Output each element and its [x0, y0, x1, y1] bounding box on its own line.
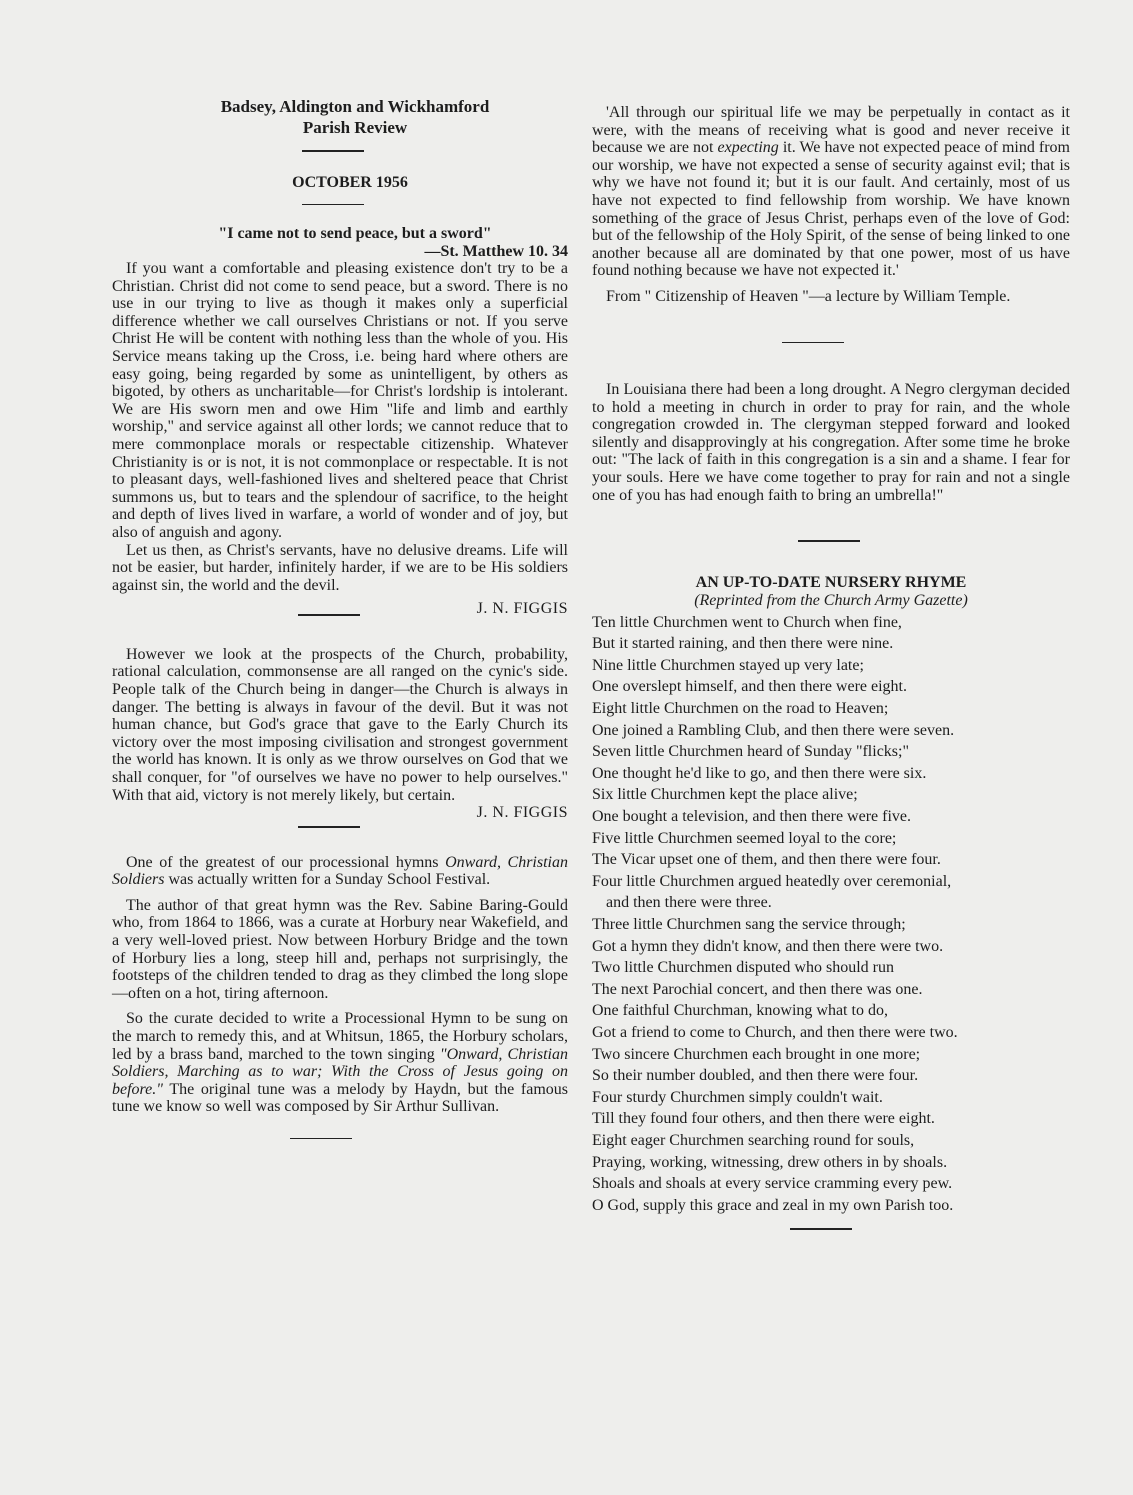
- author-signature: J. N. FIGGIS: [476, 600, 568, 618]
- issue-date: OCTOBER 1956: [292, 173, 408, 191]
- masthead: [142, 96, 568, 138]
- article-paragraph: So the curate decided to write a Processional Hymn to be sung on the march to remedy this, and at Whitsun, 1865, the Horbury scholars, led by a brass band, marched to the town singing "Onward, Christian Soldiers, Marching as to war; With the Cross of Jesus going on before." The original tune was a melody by Haydn, but the famous tune we know so well was composed by Sir Arthur Sullivan.: [112, 1010, 568, 1116]
- epigraph-quote: "I came not to send peace, but a sword": [218, 225, 492, 242]
- article-paragraph: From " Citizenship of Heaven "—a lecture by William Temple.: [606, 287, 1011, 305]
- divider: [302, 150, 364, 152]
- rhyme-line: Nine little Churchmen stayed up very late;: [592, 656, 864, 674]
- divider: [790, 1228, 852, 1230]
- rhyme-verses: [592, 612, 1070, 1217]
- right-column: [592, 104, 1070, 1230]
- rhyme-line: Three little Churchmen sang the service through;: [592, 916, 906, 933]
- rhyme-line: Shoals and shoals at every service cramming every pew.: [592, 1175, 953, 1193]
- article-paragraph: Let us then, as Christ's servants, have no delusive dreams. Life will not be easier, but harder, infinitely harder, if we are to be His soldiers against sin, the world and the devil.: [112, 541, 568, 594]
- divider: [298, 614, 360, 616]
- author-signature: J. N. FIGGIS: [476, 804, 568, 822]
- rhyme-line: One faithful Churchman, knowing what to do,: [592, 1002, 888, 1020]
- divider: [290, 1138, 352, 1140]
- rhyme-source: (Reprinted from the Church Army Gazette): [694, 591, 968, 609]
- rhyme-line: Four sturdy Churchmen simply couldn't wait.: [592, 1088, 883, 1106]
- article-paragraph: The author of that great hymn was the Rev. Sabine Baring-Gould who, from 1864 to 1866, was a curate at Horbury near Wakefield, and a very well-loved priest. Now between Horbury Bridge and the town of Horbury lies a long, steep hill and, perhaps not surprisingly, the footsteps of the children tended to drag as they climbed the long slope—often on a hot, tiring afternoon.: [112, 896, 568, 1002]
- left-column: [112, 96, 568, 1139]
- hymn-lyrics: "Onward, Christian Soldiers, Marching as to war; With the Cross of Jesus going on before.": [112, 1045, 568, 1098]
- rhyme-line: Five little Churchmen seemed loyal to the core;: [592, 829, 897, 847]
- rhyme-line: Eight little Churchmen on the road to Heaven;: [592, 700, 889, 718]
- rhyme-line: Praying, working, witnessing, drew others in by shoals.: [592, 1153, 948, 1171]
- rhyme-line: Seven little Churchmen heard of Sunday "flicks;": [592, 743, 909, 761]
- rhyme-line: Two little Churchmen disputed who should run: [592, 959, 894, 977]
- rhyme-line: Got a hymn they didn't know, and then there were two.: [592, 937, 944, 955]
- article-paragraph: One of the greatest of our processional hymns Onward, Christian Soldiers was actually written for a Sunday School Festival.: [112, 853, 568, 889]
- rhyme-line: One overslept himself, and then there were eight.: [592, 678, 907, 696]
- rhyme-line: Ten little Churchmen went to Church when fine,: [592, 613, 902, 631]
- rhyme-line: The Vicar upset one of them, and then there were four.: [592, 851, 941, 869]
- rhyme-line: So their number doubled, and then there were four.: [592, 1067, 919, 1085]
- rhyme-line: But it started raining, and then there were nine.: [592, 635, 894, 653]
- rhyme-line: The next Parochial concert, and then there was one.: [592, 980, 923, 998]
- rhyme-line: Till they found four others, and then there were eight.: [592, 1110, 935, 1128]
- rhyme-line: Two sincere Churchmen each brought in one more;: [592, 1045, 921, 1063]
- article-paragraph: In Louisiana there had been a long drought. A Negro clergyman decided to hold a meeting in church in order to pray for rain, and the whole congregation crowded in. The clergyman stepped forward and looked silently and disapprovingly at his congregation. After some time he broke out: "The lack of faith in this congregation is a sin and a shame. I fear for your souls. Here we have come together to pray for rain and not a single one of you has had enough faith to bring an umbrella!": [592, 381, 1070, 504]
- rhyme-line: and then there were three.: [606, 894, 772, 912]
- hymn-title: Onward, Christian Soldiers: [112, 853, 568, 889]
- rhyme-line: O God, supply this grace and zeal in my own Parish too.: [592, 1196, 954, 1214]
- rhyme-line: One joined a Rambling Club, and then there were seven.: [592, 721, 955, 739]
- rhyme-line: One bought a television, and then there were five.: [592, 808, 911, 826]
- rhyme-line: Four little Churchmen argued heatedly over ceremonial,: [592, 872, 952, 890]
- rhyme-line: Eight eager Churchmen searching round for souls,: [592, 1131, 915, 1149]
- article-paragraph: 'All through our spiritual life we may be perpetually in contact as it were, with the means of receiving what is good and never receive it because we are not expecting it. We have not expected peace of mind from our worship, we have not expected a sense of security against evil; that is why we have not found it; but it is our fault. And certainly, most of us have not expected to find fellowship from worship. We have known something of the grace of Jesus Christ, perhaps even of the love of God: but of the fellowship of the Holy Spirit, of the sense of being linked to one another because all are dominated by that one power, most of us have found nothing because we have not expected it.': [592, 104, 1071, 280]
- rhyme-title: AN UP-TO-DATE NURSERY RHYME: [695, 573, 967, 591]
- article-paragraph: However we look at the prospects of the Church, probability, rational calculation, commonsense are all ranged on the cynic's side. People talk of the Church being in danger—the Church is always in danger. The betting is always in favour of the devil. But it was not human chance, but God's grace that gave to the Early Church its victory over the most imposing civilisation and strongest government the world has known. It is only as we throw ourselves on God that we shall conquer, for "of ourselves we have no power to help ourselves." With that aid, victory is not merely likely, but certain.: [112, 645, 568, 804]
- divider: [302, 204, 364, 206]
- masthead-subtitle: Parish Review: [302, 118, 408, 137]
- rhyme-line: Got a friend to come to Church, and then there were two.: [592, 1023, 958, 1041]
- rhyme-line: One thought he'd like to go, and then there were six.: [592, 764, 927, 782]
- rhyme-line: Six little Churchmen kept the place alive;: [592, 786, 858, 804]
- masthead-title: Badsey, Aldington and Wickhamford: [220, 97, 490, 116]
- article-paragraph: If you want a comfortable and pleasing existence don't try to be a Christian. Christ did not come to send peace, but a sword. There is no use in our trying to live as though it makes only a superficial difference whether we call ourselves Christians or not. If you serve Christ He will be content with nothing less than the whole of you. His Service means taking up the Cross, i.e. being hard where others are easy going, being regarded by some as unintelligent, by others as bigoted, by others as uncharitable—for Christ's lordship is intolerant. We are His sworn men and owe Him "life and limb and earthly worship," and service against all other lords; we cannot reduce that to mere commonplace morals or respectable citizenship. Whatever Christianity is or is not, it is not commonplace or respectable. It is not to pleasant days, well-fashioned lives and sheltered peace that Christ summons us, but to tears and the splendour of sacrifice, to the height and depth of lives lived in warfare, a world of wonder and of joy, but also of anguish and agony.: [112, 260, 568, 541]
- epigraph-reference: —St. Matthew 10. 34: [424, 243, 568, 260]
